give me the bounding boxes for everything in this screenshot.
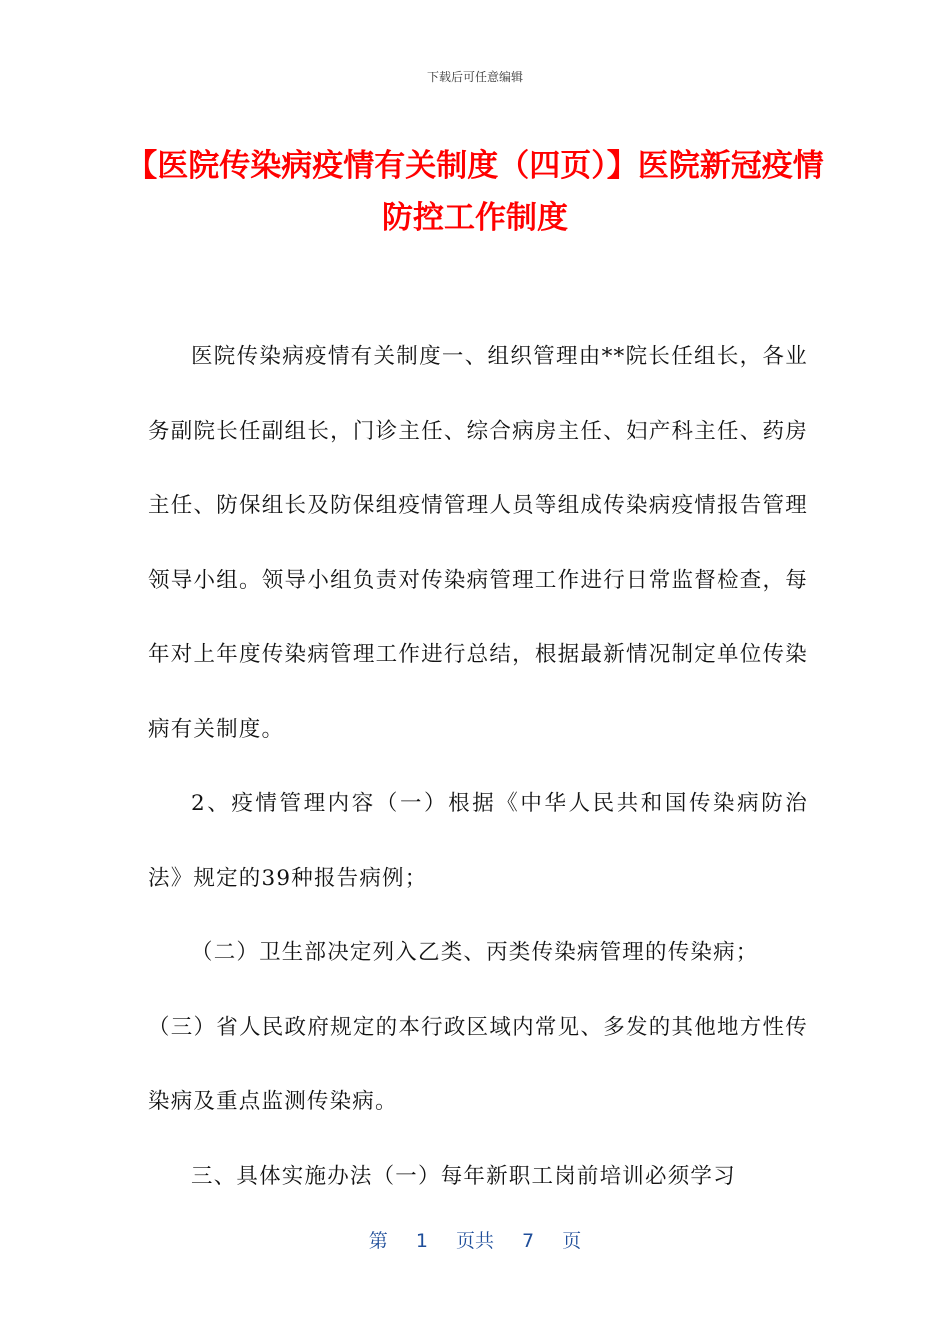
paragraph-organization: 医院传染病疫情有关制度一、组织管理由**院长任组长，各业务副院长任副组长，门诊主任、综合病房主任、妇产科主任、药房主任、防保组长及防保组疫情管理人员等组成传染病疫情报告管理领导小组。领导小组负责对传染病管理工作进行日常监督检查，每年对上年度传染病管理工作进行总结，根据最新情况制定单位传染病有关制度。	[148, 344, 808, 742]
header-note: 下载后可任意编辑	[426, 70, 523, 84]
paragraph-class-b-c: （二）卫生部决定列入乙类、丙类传染病管理的传染病；	[191, 940, 759, 965]
paragraph-provincial: （三）省人民政府规定的本行政区域内常见、多发的其他地方性传染病及重点监测传染病。	[148, 1014, 808, 1114]
paragraph-implementation: 三、具体实施办法（一）每年新职工岗前培训必须学习	[191, 1163, 736, 1189]
paragraph-epidemic-content: 2、疫情管理内容（一）根据《中华人民共和国传染病防治法》规定的39种报告病例；	[148, 791, 808, 891]
footer-total-pages: 7	[522, 1230, 535, 1252]
footer-suffix: 页	[562, 1230, 582, 1252]
footer-prefix: 第	[368, 1230, 388, 1252]
footer-current-page: 1	[415, 1230, 428, 1252]
footer-middle: 页共	[455, 1230, 494, 1252]
document-title: 【医院传染病疫情有关制度（四页）】医院新冠疫情防控工作制度	[126, 148, 824, 236]
document-body	[148, 320, 808, 1214]
page-number-footer	[0, 1226, 950, 1253]
